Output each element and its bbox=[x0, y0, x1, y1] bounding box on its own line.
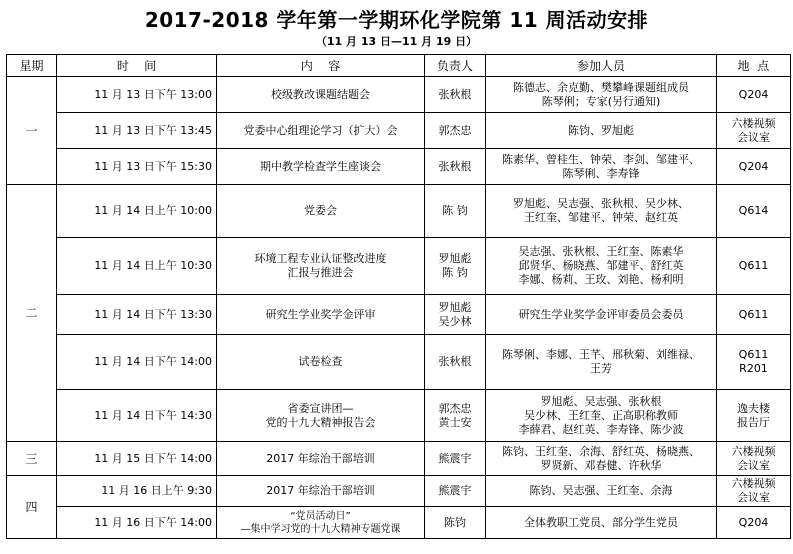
header-participants: 参加人员 bbox=[486, 55, 717, 77]
participants-text: 陈琴俐、李娜、王芊、邢秋菊、刘维禄、 王芳 bbox=[502, 348, 700, 375]
table-row bbox=[7, 185, 791, 238]
owner-cell bbox=[425, 476, 486, 507]
header-content: 内 容 bbox=[217, 55, 425, 77]
location-cell bbox=[717, 238, 791, 295]
owner-text: 熊震宇 bbox=[438, 451, 472, 465]
content-cell bbox=[217, 77, 425, 113]
owner-cell bbox=[425, 149, 486, 185]
participants-text: 陈钧、罗旭彪 bbox=[568, 123, 634, 137]
table-row bbox=[7, 295, 791, 335]
time-cell: 11 月 13 日下午 13:00 bbox=[57, 77, 217, 113]
location-text: 六楼视频 会议室 bbox=[731, 116, 776, 144]
location-cell bbox=[717, 335, 791, 390]
time-cell: 11 月 14 日上午 10:00 bbox=[57, 185, 217, 238]
table-header-row bbox=[7, 55, 791, 77]
owner-cell bbox=[425, 77, 486, 113]
table-row bbox=[7, 390, 791, 442]
participants-text: 陈钧、吴志强、王红奎、余海 bbox=[529, 484, 673, 497]
owner-text: 张秋根 bbox=[438, 87, 472, 101]
content-cell bbox=[217, 113, 425, 149]
time-cell: 11 月 13 日下午 15:30 bbox=[57, 149, 217, 185]
owner-cell bbox=[425, 335, 486, 390]
location-cell bbox=[717, 149, 791, 185]
header-time: 时 间 bbox=[57, 55, 217, 77]
table-row bbox=[7, 77, 791, 113]
participants-cell bbox=[486, 507, 717, 539]
content-text: 党委中心组理论学习（扩大）会 bbox=[243, 123, 398, 137]
owner-cell bbox=[425, 507, 486, 539]
participants-cell bbox=[486, 442, 717, 476]
location-text: 六楼视频 会议室 bbox=[731, 477, 776, 504]
participants-text: 陈德志、余克勤、樊攀峰课题组成员 陈琴俐；专家(另行通知) bbox=[513, 80, 689, 108]
schedule-table bbox=[6, 54, 791, 539]
location-text: Q204 bbox=[738, 159, 769, 173]
participants-text: 吴志强、张秋根、王红奎、陈素华 邱贤华、杨晓燕、邹建平、舒红英 李娜、杨莉、王玫、刘艳、杨利明 bbox=[518, 245, 684, 286]
content-cell bbox=[217, 238, 425, 295]
header-day: 星期 bbox=[7, 55, 57, 77]
page-title: 2017-2018 学年第一学期环化学院第 11 周活动安排 bbox=[144, 8, 649, 32]
table-row bbox=[7, 149, 791, 185]
table-row bbox=[7, 238, 791, 295]
owner-text: 罗旭彪 陈 钧 bbox=[438, 252, 472, 279]
owner-text: 郭杰忠 bbox=[438, 123, 472, 137]
content-cell bbox=[217, 476, 425, 507]
time-cell: 11 月 14 日下午 14:30 bbox=[57, 390, 217, 442]
location-cell bbox=[717, 295, 791, 335]
time-cell: 11 月 13 日下午 13:45 bbox=[57, 113, 217, 149]
content-cell bbox=[217, 335, 425, 390]
participants-cell bbox=[486, 77, 717, 113]
location-text: Q611 bbox=[738, 259, 769, 272]
time-cell: 11 月 16 日上午 9:30 bbox=[57, 476, 217, 507]
participants-cell bbox=[486, 295, 717, 335]
participants-cell bbox=[486, 238, 717, 295]
participants-text: 罗旭彪、吴志强、张秋根、吴少林、 王红奎、邹建平、钟荣、赵红英 bbox=[513, 197, 689, 224]
location-cell bbox=[717, 390, 791, 442]
location-text: Q204 bbox=[738, 87, 769, 101]
participants-cell bbox=[486, 390, 717, 442]
content-cell bbox=[217, 185, 425, 238]
owner-cell bbox=[425, 238, 486, 295]
day-cell-wed: 三 bbox=[7, 442, 57, 476]
owner-cell bbox=[425, 295, 486, 335]
date-range-subtitle: （11 月 13 日—11 月 19 日） bbox=[315, 35, 478, 48]
day-cell-thu: 四 bbox=[7, 476, 57, 539]
location-text: 逸夫楼 报告厅 bbox=[737, 401, 770, 429]
owner-text: 张秋根 bbox=[438, 355, 472, 368]
owner-text: 熊震宇 bbox=[438, 484, 472, 497]
participants-text: 罗旭彪、吴志强、张秋根 吴少林、王红奎、正高职称教师 李薛君、赵红英、李寿锋、陈少波 bbox=[518, 394, 684, 436]
participants-cell bbox=[486, 185, 717, 238]
location-cell bbox=[717, 77, 791, 113]
location-cell bbox=[717, 507, 791, 539]
owner-cell bbox=[425, 185, 486, 238]
table-row bbox=[7, 476, 791, 507]
owner-text: 郭杰忠 黄士安 bbox=[438, 401, 472, 429]
owner-cell bbox=[425, 390, 486, 442]
content-text: 研究生学业奖学金评审 bbox=[265, 307, 376, 321]
table-row bbox=[7, 335, 791, 390]
participants-text: 全体教职工党员、部分学生党员 bbox=[524, 515, 678, 529]
location-cell bbox=[717, 442, 791, 476]
owner-text: 陈钧 bbox=[444, 515, 466, 529]
participants-text: 陈钧、王红奎、余海、舒红英、杨晓燕、 罗贤新、邓春健、许秋华 bbox=[502, 444, 700, 472]
content-text: 党委会 bbox=[304, 204, 337, 217]
owner-text: 张秋根 bbox=[438, 159, 472, 173]
location-text: Q204 bbox=[738, 515, 769, 529]
header-location: 地 点 bbox=[717, 55, 791, 77]
location-cell bbox=[717, 185, 791, 238]
time-cell: 11 月 14 日下午 13:30 bbox=[57, 295, 217, 335]
content-cell bbox=[217, 507, 425, 539]
participants-cell bbox=[486, 149, 717, 185]
table-row bbox=[7, 113, 791, 149]
content-text: 环境工程专业认证整改进度 汇报与推进会 bbox=[254, 252, 387, 279]
participants-cell bbox=[486, 335, 717, 390]
content-cell bbox=[217, 442, 425, 476]
owner-text: 陈 钧 bbox=[442, 204, 468, 217]
table-row bbox=[7, 507, 791, 539]
content-text: 期中教学检查学生座谈会 bbox=[260, 159, 381, 173]
location-cell bbox=[717, 476, 791, 507]
location-text: Q611 bbox=[738, 307, 769, 321]
content-cell bbox=[217, 149, 425, 185]
day-cell-tue: 二 bbox=[7, 185, 57, 442]
content-text: 2017 年综治干部培训 bbox=[266, 451, 375, 465]
header-owner: 负责人 bbox=[425, 55, 486, 77]
content-cell bbox=[217, 295, 425, 335]
time-cell: 11 月 16 日下午 14:00 bbox=[57, 507, 217, 539]
table-row bbox=[7, 442, 791, 476]
participants-cell bbox=[486, 113, 717, 149]
time-cell: 11 月 14 日上午 10:30 bbox=[57, 238, 217, 295]
content-text: 省委宣讲团— 党的十九大精神报告会 bbox=[265, 401, 376, 429]
location-cell bbox=[717, 113, 791, 149]
participants-text: 陈素华、曾桂生、钟荣、李剑、邹建平、 陈琴俐、李寿锋 bbox=[502, 152, 700, 180]
location-text: Q614 bbox=[738, 204, 769, 217]
owner-text: 罗旭彪 吴少林 bbox=[438, 300, 472, 328]
owner-cell bbox=[425, 442, 486, 476]
location-text: 六楼视频 会议室 bbox=[731, 444, 776, 472]
day-cell-mon: 一 bbox=[7, 77, 57, 185]
owner-cell bbox=[425, 113, 486, 149]
participants-cell bbox=[486, 476, 717, 507]
content-cell bbox=[217, 390, 425, 442]
content-text: 试卷检查 bbox=[298, 355, 343, 368]
time-cell: 11 月 14 日下午 14:00 bbox=[57, 335, 217, 390]
content-text: “党员活动日” —集中学习党的十九大精神专题党课 bbox=[240, 510, 401, 535]
participants-text: 研究生学业奖学金评审委员会委员 bbox=[518, 307, 684, 321]
content-text: 2017 年综治干部培训 bbox=[266, 484, 375, 497]
time-cell: 11 月 15 日下午 14:00 bbox=[57, 442, 217, 476]
location-text: Q611 R201 bbox=[738, 348, 769, 375]
content-text: 校级教改课题结题会 bbox=[271, 87, 370, 101]
